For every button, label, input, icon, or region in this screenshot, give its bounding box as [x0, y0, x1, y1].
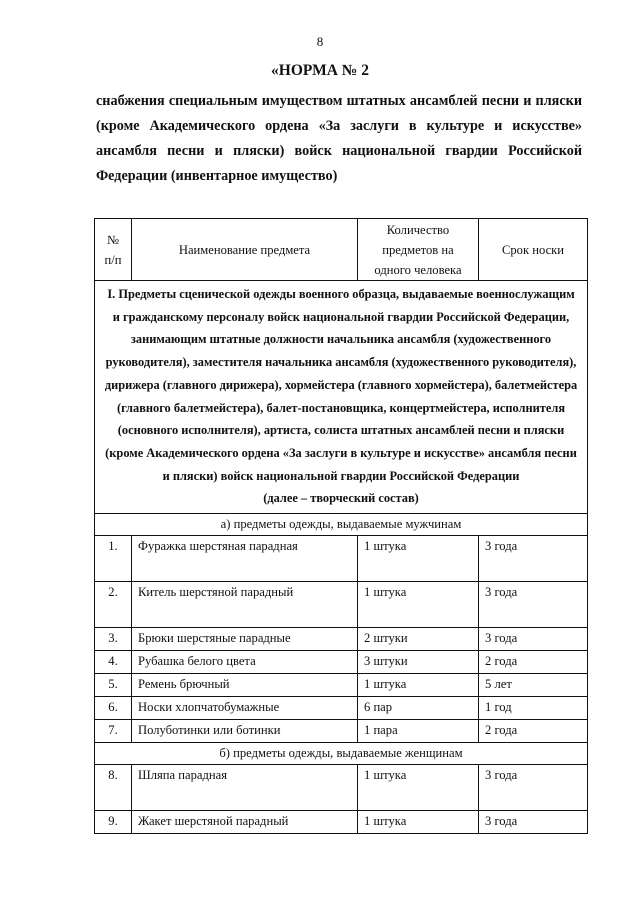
- header-num: [95, 219, 132, 281]
- section-line: (основного исполнителя), артиста, солиста штатных ансамблей песни и пляски: [117, 423, 565, 438]
- row-term: 2 года: [479, 720, 588, 743]
- header-qty-line: одного человека: [374, 262, 462, 277]
- subtitle-line: ансамбля песни и пляски) войск национальной гвардии Российской: [96, 143, 582, 159]
- row-num: 9.: [95, 811, 132, 834]
- row-name: Фуражка шерстяная парадная: [132, 536, 358, 582]
- norm-table: [94, 218, 588, 834]
- table-row: [95, 628, 588, 651]
- section-line: дирижера (главного дирижера), хормейстера (главного хормейстера), балетмейстера: [104, 377, 578, 392]
- subsection-men-title: а) предметы одежды, выдаваемые мужчинам: [95, 514, 588, 536]
- row-term: 2 года: [479, 651, 588, 674]
- table-row: [95, 674, 588, 697]
- row-qty: 1 штука: [358, 536, 479, 582]
- row-num: 8.: [95, 765, 132, 811]
- section-row: [95, 281, 588, 514]
- header-term: Срок носки: [479, 219, 588, 281]
- section-line: (кроме Академического ордена «За заслуги в культуре и искусстве» ансамбля песни: [105, 445, 577, 460]
- row-qty: 1 штука: [358, 811, 479, 834]
- header-qty-line: предметов на: [382, 242, 454, 257]
- row-name: Рубашка белого цвета: [132, 651, 358, 674]
- norm-heading: «НОРМА № 2: [271, 62, 369, 79]
- row-term: 3 года: [479, 628, 588, 651]
- header-name: Наименование предмета: [132, 219, 358, 281]
- section-line: руководителя), заместителя начальника ансамбля (художественного руководителя),: [105, 355, 577, 370]
- row-name: Ремень брючный: [132, 674, 358, 697]
- row-qty: 6 пар: [358, 697, 479, 720]
- row-qty: 1 штука: [358, 674, 479, 697]
- table-row: [95, 697, 588, 720]
- row-name: Китель шерстяной парадный: [132, 582, 358, 628]
- row-num: 7.: [95, 720, 132, 743]
- table-header-row: [95, 219, 588, 281]
- section-line: (главного балетмейстера), балет-постановщика, концертмейстера, исполнителя: [116, 400, 566, 415]
- row-name: Шляпа парадная: [132, 765, 358, 811]
- subtitle-line: (кроме Академического ордена «За заслуги в культуре и искусстве»: [96, 118, 582, 134]
- subtitle-line: снабжения специальным имуществом штатных ансамблей песни и пляски: [96, 93, 582, 109]
- row-term: 3 года: [479, 536, 588, 582]
- row-term: 5 лет: [479, 674, 588, 697]
- row-num: 1.: [95, 536, 132, 582]
- header-qty-line: Количество: [386, 222, 450, 237]
- table-row: [95, 811, 588, 834]
- table-row: [95, 765, 588, 811]
- row-name: Носки хлопчатобумажные: [132, 697, 358, 720]
- table-row: [95, 582, 588, 628]
- section-line: и гражданскому персоналу войск национальной гвардии Российской Федерации,: [112, 309, 570, 324]
- row-qty: 3 штуки: [358, 651, 479, 674]
- section-line: и пляски) войск национальной гвардии Российской Федерации: [162, 468, 520, 483]
- row-num: 2.: [95, 582, 132, 628]
- table-row: [95, 536, 588, 582]
- row-term: 3 года: [479, 811, 588, 834]
- section-title: [95, 281, 588, 514]
- row-name: Брюки шерстяные парадные: [132, 628, 358, 651]
- subsection-women-title: б) предметы одежды, выдаваемые женщинам: [95, 743, 588, 765]
- section-line: занимающим штатные должности начальника ансамбля (художественного: [130, 332, 552, 347]
- table-row: [95, 720, 588, 743]
- row-num: 5.: [95, 674, 132, 697]
- row-term: 3 года: [479, 765, 588, 811]
- norm-subtitle: [96, 89, 582, 189]
- table-row: [95, 651, 588, 674]
- row-term: 1 год: [479, 697, 588, 720]
- row-term: 3 года: [479, 582, 588, 628]
- subsection-row: [95, 743, 588, 765]
- section-line: (далее – творческий состав): [263, 491, 419, 506]
- row-name: Жакет шерстяной парадный: [132, 811, 358, 834]
- header-num-line: п/п: [104, 252, 122, 267]
- row-qty: 1 пара: [358, 720, 479, 743]
- row-num: 3.: [95, 628, 132, 651]
- row-name: Полуботинки или ботинки: [132, 720, 358, 743]
- row-qty: 1 штука: [358, 765, 479, 811]
- row-num: 6.: [95, 697, 132, 720]
- subtitle-line: Федерации (инвентарное имущество): [96, 168, 338, 184]
- page-number: 8: [316, 34, 324, 49]
- header-qty: [358, 219, 479, 281]
- row-qty: 2 штуки: [358, 628, 479, 651]
- section-line: I. Предметы сценической одежды военного образца, выдаваемые военнослужащим: [107, 287, 575, 301]
- row-qty: 1 штука: [358, 582, 479, 628]
- row-num: 4.: [95, 651, 132, 674]
- subsection-row: [95, 514, 588, 536]
- header-num-line: №: [106, 232, 120, 247]
